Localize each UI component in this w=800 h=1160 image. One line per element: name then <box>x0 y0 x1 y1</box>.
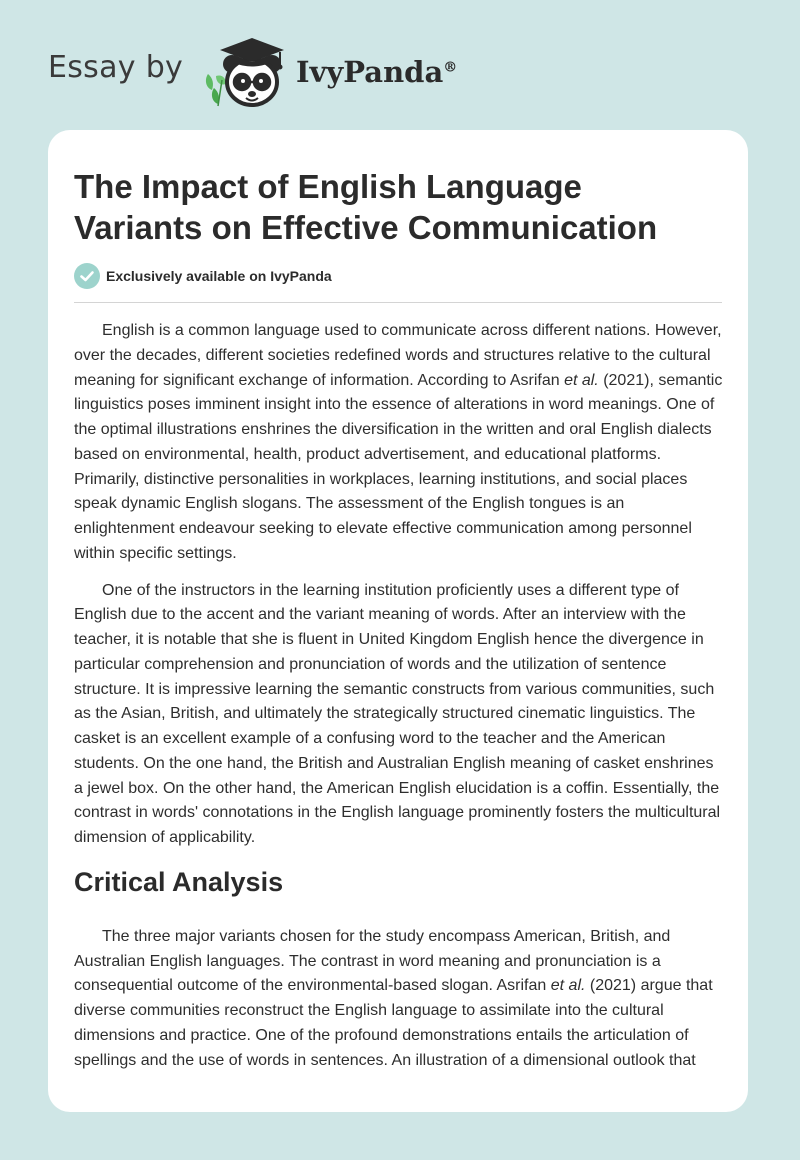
paragraph-3-text-a: The three major variants chosen for the study encompass American, British, and Australian English languages. The contrast in word meaning and pronunciation is a consequential outcome of the environmental-based slogan. Asrifan <box>74 927 671 995</box>
exclusive-text: Exclusively available on IvyPanda <box>106 268 332 284</box>
essay-card <box>48 130 748 1112</box>
panda-graduate-logo-icon[interactable] <box>200 30 290 110</box>
paragraph-1-citation: et al. <box>564 371 599 389</box>
brand-registered-mark: ® <box>443 59 458 76</box>
site-header <box>0 0 800 130</box>
essay-by-label: Essay by <box>48 50 184 85</box>
section-heading-critical-analysis: Critical Analysis <box>74 866 284 897</box>
paragraph-3-text-b: (2021) argue that diverse communities reconstruct the English language to assimilate into the cultural dimensions and practice. One of the profound demonstrations entails the articulation of spellings and the use of words in sentences. An illustration of a dimensional outlook that <box>74 977 713 1069</box>
exclusive-badge <box>74 263 332 289</box>
brand-name[interactable] <box>296 55 457 89</box>
paragraph-1-text-a: English is a common language used to communicate across different nations. However, over the decades, different societies redefined words and structures relative to the cultural meaning for significant exchange of information. According to Asrifan <box>74 322 722 389</box>
paragraph-3 <box>74 925 726 1074</box>
brand-text: IvyPanda <box>296 55 444 89</box>
paragraph-1 <box>74 319 726 567</box>
essay-body <box>74 319 726 1073</box>
title-divider <box>74 302 722 303</box>
paragraph-1-text-b: (2021), semantic linguistics poses imminent insight into the essence of alterations in word meanings. One of the optimal illustrations enshrines the diversification in the written and oral English dialects based on environmental, health, product advertisement, and educational platforms. Primarily, distinctive personalities in workplaces, learning institutions, and social places speak dynamic English slogans. The assessment of the English tongues is an enlightenment endeavour seeking to elevate effective communication among personnel within specific settings. <box>74 371 723 562</box>
paragraph-2: One of the instructors in the learning institution proficiently uses a different type of English due to the accent and the variant meaning of words. After an interview with the teacher, it is notable that she is fluent in United Kingdom English hence the divergence in particular comprehension and pronunciation of words and the utilization of sentence structure. It is impressive learning the semantic constructs from various communities, such as the Asian, British, and ultimately the strategically structured cinematic linguistics. The casket is an excellent example of a confusing word to the teacher and the American students. On the one hand, the British and Australian English meaning of casket enshrines a jewel box. On the other hand, the American English elucidation is a coffin. Essentially, the contrast in words' connotations in the English language prominently fosters the multicultural dimension of applicability. <box>74 581 721 846</box>
paragraph-3-citation: et al. <box>550 977 586 995</box>
check-circle-icon <box>74 263 100 289</box>
essay-title: The Impact of English Language Variants on Effective Communication <box>74 168 658 246</box>
